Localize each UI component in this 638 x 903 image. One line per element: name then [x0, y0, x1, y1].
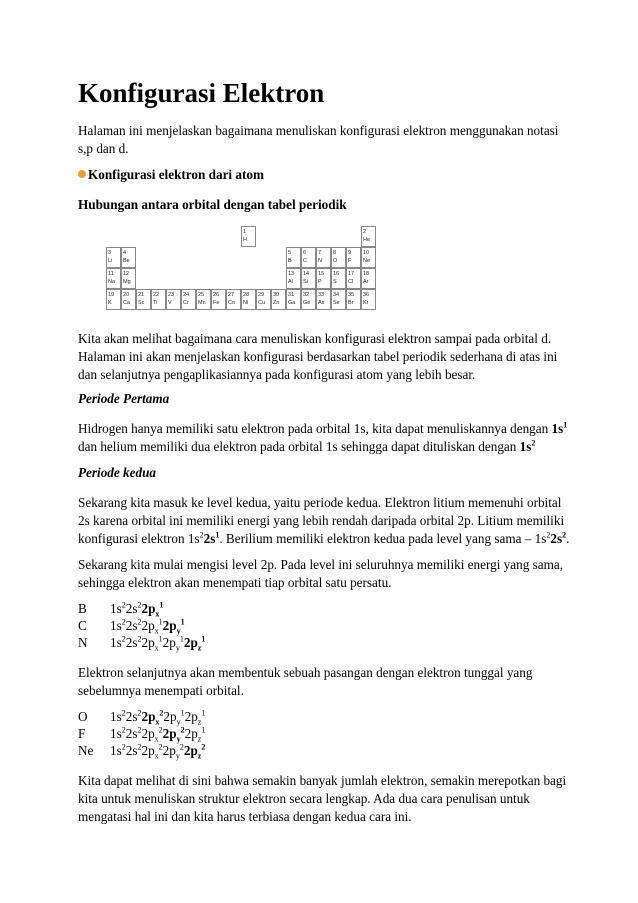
element-symbol: As: [318, 300, 325, 306]
atomic-number: 1: [243, 229, 247, 235]
atomic-number: 27: [228, 292, 235, 298]
element-cell: [106, 289, 121, 310]
element-symbol: Se: [333, 300, 340, 306]
atomic-number: 24: [183, 292, 190, 298]
atomic-number: 17: [348, 271, 355, 277]
atomic-number: 12: [123, 271, 130, 277]
element-cell: [361, 226, 376, 247]
element-symbol: N: [78, 635, 88, 650]
element-symbol: Na: [108, 279, 116, 285]
element-symbol: Si: [303, 279, 308, 285]
element-symbol: N: [318, 258, 322, 264]
intro-paragraph: Halaman ini menjelaskan bagaimana menuliskan konfigurasi elektron menggunakan notasi s,p dan d.: [78, 123, 559, 156]
atomic-number: 22: [153, 292, 160, 298]
periode2-text-b: . Berilium memiliki elektron kedua pada level yang sama – 1s: [219, 531, 547, 546]
element-cell: [286, 268, 301, 289]
atomic-number: 9: [348, 250, 352, 256]
atomic-number: 11: [108, 271, 114, 277]
element-symbol: Cl: [348, 279, 354, 285]
element-symbol: B: [78, 601, 87, 616]
atomic-number: 31: [288, 292, 295, 298]
element-cell: [226, 289, 241, 310]
atomic-number: 30: [273, 292, 280, 298]
page-title: Konfigurasi Elektron: [78, 78, 325, 108]
config-line-ne: Ne $1s^22s^22p_x^22p_y^22p_z^2$: [78, 742, 206, 761]
element-symbol: K: [108, 300, 112, 306]
config-line-b: B $1s^22s^22p_x^1$: [78, 600, 164, 619]
element-cell: [361, 268, 376, 289]
atomic-number: 14: [303, 271, 310, 277]
element-cell: [301, 268, 316, 289]
config-line-c: C $1s^22s^22p_x^12p_y^1$: [78, 617, 185, 636]
element-cell: [346, 247, 361, 268]
config-line-n: N $1s^22s^22p_x^12p_y^12p_z^1$: [78, 634, 206, 653]
element-cell: [346, 268, 361, 289]
atomic-number: 4: [123, 250, 127, 256]
pairing-paragraph: Elektron selanjutnya akan membentuk sebuah pasangan dengan elektron tunggal yang sebelumnya menempati orbital.: [78, 665, 533, 698]
periodic-table: [106, 226, 466, 314]
element-symbol: B: [288, 258, 292, 264]
atomic-number: 10: [363, 250, 370, 256]
atomic-number: 19: [108, 292, 115, 298]
element-cell: [301, 247, 316, 268]
element-symbol: F: [348, 258, 352, 264]
atomic-number: 13: [288, 271, 295, 277]
element-symbol: Cr: [183, 300, 189, 306]
element-symbol: O: [333, 258, 338, 264]
atomic-number: 8: [333, 250, 337, 256]
element-cell: [316, 247, 331, 268]
element-symbol: Li: [108, 258, 113, 264]
atomic-number: 35: [348, 292, 355, 298]
atomic-number: 6: [303, 250, 307, 256]
element-cell: [301, 289, 316, 310]
element-symbol: Fe: [213, 300, 220, 306]
element-symbol: H: [243, 237, 247, 243]
element-cell: [331, 247, 346, 268]
element-cell: [346, 289, 361, 310]
atomic-number: 25: [198, 292, 205, 298]
element-cell: [361, 289, 376, 310]
element-cell: [106, 247, 121, 268]
periode1-text-a: Hidrogen hanya memiliki satu elektron pada orbital 1s, kita dapat menuliskannya dengan: [78, 421, 552, 436]
atomic-number: 28: [243, 292, 250, 298]
element-cell: [241, 226, 256, 247]
periode-kedua-heading: Periode kedua: [78, 465, 157, 480]
element-cell: [166, 289, 181, 310]
element-cell: [241, 289, 256, 310]
element-cell: [361, 247, 376, 268]
atomic-number: 34: [333, 292, 340, 298]
atomic-number: 36: [363, 292, 370, 298]
element-symbol: Br: [348, 300, 354, 306]
element-symbol: He: [363, 237, 371, 243]
element-symbol: Al: [288, 279, 293, 285]
element-cell: [256, 289, 271, 310]
element-cell: [196, 289, 211, 310]
element-symbol: Kr: [363, 300, 369, 306]
element-symbol: Sc: [138, 300, 145, 306]
bullet-icon: [78, 170, 86, 178]
closing-paragraph: Kita dapat melihat di sini bahwa semakin banyak jumlah elektron, semakin merepotkan bagi kita untuk menuliskan struktur elektron secara lengkap. Ada dua cara penulisan untuk mengatasi hal ini dan kita harus terbiasa dengan kedua cara ini.: [78, 773, 567, 824]
he-config-exp: 2: [531, 438, 536, 448]
element-symbol: Co: [228, 300, 236, 306]
atomic-number: 2: [363, 229, 367, 235]
element-cell: [316, 289, 331, 310]
element-symbol: P: [318, 279, 322, 285]
element-symbol: Cu: [258, 300, 266, 306]
element-symbol: O: [78, 709, 88, 724]
atomic-number: 18: [363, 271, 370, 277]
atomic-number: 23: [168, 292, 175, 298]
periode2-text-a: Sekarang kita masuk ke level kedua, yaitu periode kedua. Elektron litium memenuhi orbital 2s karena orbital ini memiliki energi yang lebih rendah daripada orbital 2p. Litium memiliki konfigurasi elektron 1s: [78, 495, 565, 546]
bullet-heading: [78, 166, 570, 184]
section-subheading: Hubungan antara orbital dengan tabel periodik: [78, 197, 347, 212]
element-symbol: Ga: [288, 300, 296, 306]
atomic-number: 16: [333, 271, 340, 277]
atomic-number: 32: [303, 292, 310, 298]
element-symbol: Mg: [123, 279, 131, 285]
element-symbol: Ge: [303, 300, 311, 306]
element-cell: [121, 268, 136, 289]
bullet-heading-text: Konfigurasi elektron dari atom: [88, 167, 264, 182]
table-paragraph: Kita akan melihat bagaimana cara menuliskan konfigurasi elektron sampai pada orbital d. Halaman ini akan menjelaskan konfigurasi berdasarkan tabel periodik sederhana di atas ini dan selanjutnya pengaplikasiannya pada konfigurasi atom yang lebih besar.: [78, 331, 558, 382]
atomic-number: 33: [318, 292, 325, 298]
element-cell: [271, 289, 286, 310]
element-symbol: C: [78, 618, 87, 633]
atomic-number: 29: [258, 292, 265, 298]
element-cell: [286, 247, 301, 268]
element-symbol: F: [78, 726, 86, 741]
atomic-number: 7: [318, 250, 322, 256]
element-symbol: C: [303, 258, 307, 264]
element-symbol: Ar: [363, 279, 369, 285]
element-symbol: Ne: [363, 258, 371, 264]
element-symbol: Ne: [78, 743, 94, 758]
element-cell: [211, 289, 226, 310]
element-cell: [121, 247, 136, 268]
periode-kedua-paragraph: Sekarang kita masuk ke level kedua, yaitu periode kedua. Elektron litium memenuhi orbital 2s karena orbital ini memiliki energi yang lebih rendah daripada orbital 2p. Litium memiliki konfigurasi elektron $1s^22s^1$. Berilium memiliki elektron kedua pada level yang sama – $1s^22s^2$.: [78, 495, 570, 546]
element-symbol: Zn: [273, 300, 280, 306]
element-cell: [151, 289, 166, 310]
element-cell: [121, 289, 136, 310]
element-cell: [286, 289, 301, 310]
atomic-number: 15: [318, 271, 325, 277]
h-config: 1s: [551, 421, 564, 436]
periode-pertama-paragraph: [78, 420, 570, 456]
element-cell: [316, 268, 331, 289]
he-config: 1s: [519, 439, 532, 454]
h-config-exp: 1: [563, 420, 568, 430]
element-symbol: Ti: [153, 300, 158, 306]
atomic-number: 5: [288, 250, 292, 256]
periode-pertama-heading: Periode Pertama: [78, 391, 170, 406]
element-cell: [136, 289, 151, 310]
atomic-number: 21: [138, 292, 145, 298]
element-symbol: Mn: [198, 300, 206, 306]
element-cell: [106, 268, 121, 289]
element-cell: [181, 289, 196, 310]
element-cell: [331, 268, 346, 289]
level-2p-paragraph: Sekarang kita mulai mengisi level 2p. Pada level ini seluruhnya memiliki energi yang sama, sehingga elektron akan menempati tiap orbital satu persatu.: [78, 557, 564, 590]
config-line-f: F $1s^22s^22p_x^22p_y^22p_z^1$: [78, 725, 206, 744]
atomic-number: 20: [123, 292, 130, 298]
element-cell: [331, 289, 346, 310]
element-symbol: Ni: [243, 300, 249, 306]
element-symbol: S: [333, 279, 337, 285]
element-symbol: Ca: [123, 300, 131, 306]
element-symbol: V: [168, 300, 172, 306]
periode1-text-b: dan helium memiliki dua elektron pada orbital 1s sehingga dapat dituliskan dengan: [78, 439, 520, 454]
element-symbol: Be: [123, 258, 130, 264]
config-line-o: O $1s^22s^22p_x^22p_y^12p_z^1$: [78, 708, 206, 727]
atomic-number: 3: [108, 250, 112, 256]
atomic-number: 26: [213, 292, 220, 298]
